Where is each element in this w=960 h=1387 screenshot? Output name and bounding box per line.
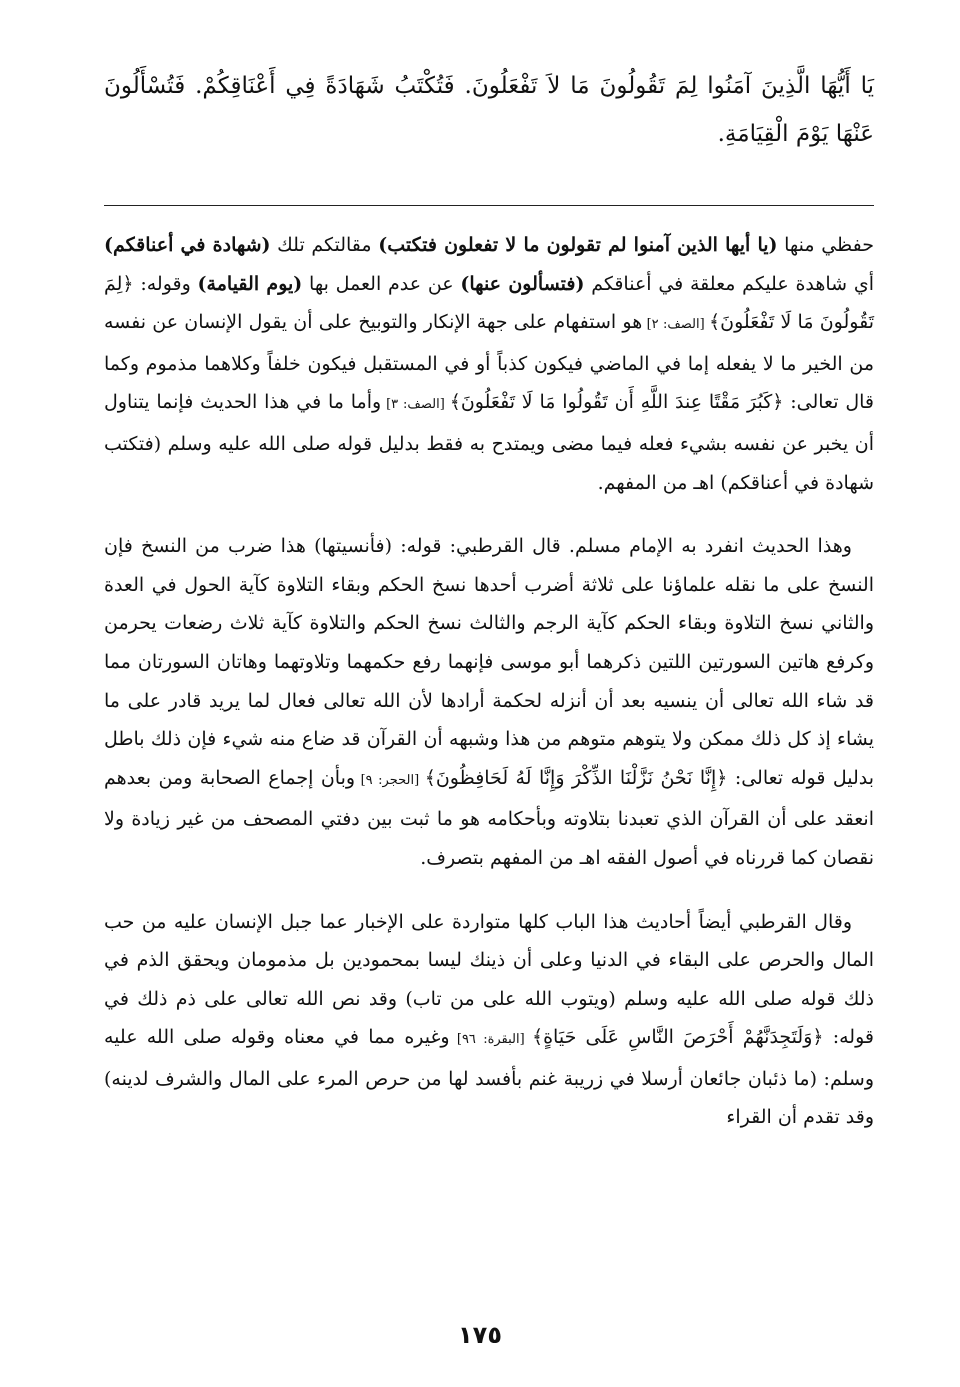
bold-quote: (شهادة في أعناقكم) bbox=[104, 234, 271, 256]
quran-verse: ﴿وَلَتَجِدَنَّهُمْ أَحْرَصَ النَّاسِ عَلَى حَيَاةٍ﴾ bbox=[531, 1026, 824, 1049]
bold-quote: (فتسألون عنها) bbox=[460, 272, 585, 295]
quran-verse: ﴿لِمَ تَقُولُونَ مَا لَا تَفْعَلُونَ﴾ bbox=[104, 272, 874, 334]
verse-reference: [البقرة: ٩٦] bbox=[449, 1032, 532, 1048]
text-span: مقالتكم تلك bbox=[270, 234, 379, 256]
text-span: وقوله: bbox=[133, 272, 198, 295]
commentary-body bbox=[104, 226, 874, 1162]
verse-reference: [الصف: ٢] bbox=[642, 317, 710, 333]
quran-header-block bbox=[104, 62, 874, 158]
text-span: وأما ما في هذا الحديث فإنما يتناول أن يخبر عن نفسه بشيء فعله فيما مضى ويمتدح به فقط بدليل قوله صلى الله عليه وسلم (فتكتب شهادة في أعناقكم) اهـ من المفهم. bbox=[104, 391, 874, 494]
text-span: أي شاهدة عليكم معلقة في أعناقكم bbox=[584, 272, 875, 295]
paragraph-3 bbox=[104, 903, 874, 1138]
text-span: وهذا الحديث انفرد به الإمام مسلم. قال القرطبي: قوله: (فأنسيتها) هذا ضرب من النسخ فإن النسخ على ما نقله علماؤنا على ثلاثة أضرب أحدها نسخ الحكم وبقاء التلاوة كآية الحول في العدة والثاني نسخ التلاوة وبقاء الحكم كآية الرجم والثالث نسخ الحكم والتلاوة كآية ثلاث رضعات يحرمن وكرفع هاتين السورتين اللتين ذكرهما أبو موسى فإنهما رفع حكمهما وتلاوتهما وهاتان السورتان مما قد شاء الله تعالى أن ينسيه بعد أن أنزله لحكمة أرادها لأن الله تعالى فعال لما يريد قادر على ما يشاء إذ كل ذلك ممكن ولا يتوهم متوهم من هذا وشبهه أن القرآن قد ضاع منه شيء فإن ذلك باطل بدليل قوله تعالى: bbox=[104, 535, 875, 789]
text-span: حفظي منها bbox=[777, 234, 874, 256]
header-verse: يَا أَيُّهَا الَّذِينَ آمَنُوا لِمَ تَقُولُونَ مَا لاَ تَفْعَلُونَ. فَتُكْتَبُ شَهَادَةً فِي أَعْنَاقِكُمْ. فَتُسْأَلُونَ عَنْهَا يَوْمَ الْقِيَامَةِ. bbox=[104, 73, 874, 147]
text-span: وقال القرطبي أيضاً أحاديث هذا الباب كلها متواردة على الإخبار عما جبل الإنسان عليه من حب المال والحرص على البقاء في الدنيا وعلى أن ذينك ليسا بمحمودين بل مذمومان ويحقق الذم في ذلك قوله صلى الله عليه وسلم (ويتوب الله على من تاب) وقد نص الله تعالى على ذم ذلك في قوله: bbox=[104, 910, 874, 1049]
text-span: وبأن إجماع الصحابة ومن بعدهم انعقد على أن القرآن الذي تعبدنا بتلاوته وبأحكامه هو ما ثبت بين دفتي المصحف من غير زيادة ولا نقصان كما قررناه في أصول الفقه اهـ من المفهم بتصرف. bbox=[104, 766, 874, 869]
footnote-divider bbox=[104, 205, 874, 206]
text-span: هو استفهام على جهة الإنكار والتوبيخ على أن يقول الإنسان عن نفسه من الخير ما لا يفعله إما في الماضي فيكون كذباً أو في المستقبل فيكون خلفاً وكلاهما مذموم وكما قال تعالى: bbox=[104, 311, 874, 414]
paragraph-2 bbox=[104, 527, 874, 877]
quran-verse: ﴿إِنَّا نَحْنُ نَزَّلْنَا الذِّكْرَ وَإِنَّا لَهُ لَحَافِظُونَ﴾ bbox=[424, 766, 728, 789]
text-span: عن عدم العمل بها bbox=[302, 272, 461, 295]
bold-quote: (يوم القيامة) bbox=[197, 272, 303, 295]
text-span: وغيره مما في معناه وقوله صلى الله عليه وسلم: (ما ذئبان جائعان أرسلا في زريبة غنم بأفسد لها من حرص المرء على المال والشرف لدينه) وقد تقدم أن القراء bbox=[104, 1026, 874, 1129]
paragraph-1 bbox=[104, 226, 874, 502]
verse-reference: [الحجر: ٩] bbox=[355, 772, 425, 788]
verse-reference: [الصف: ٣] bbox=[381, 397, 450, 413]
quran-verse: ﴿كَبُرَ مَقْتًا عِندَ اللَّهِ أَن تَقُولُوا مَا لَا تَفْعَلُونَ﴾ bbox=[449, 391, 784, 414]
bold-quote: (يا أيها الذين آمنوا لم تقولون ما لا تفعلون فتكتب) bbox=[378, 234, 778, 256]
page-number: ١٧٥ bbox=[458, 1321, 502, 1349]
